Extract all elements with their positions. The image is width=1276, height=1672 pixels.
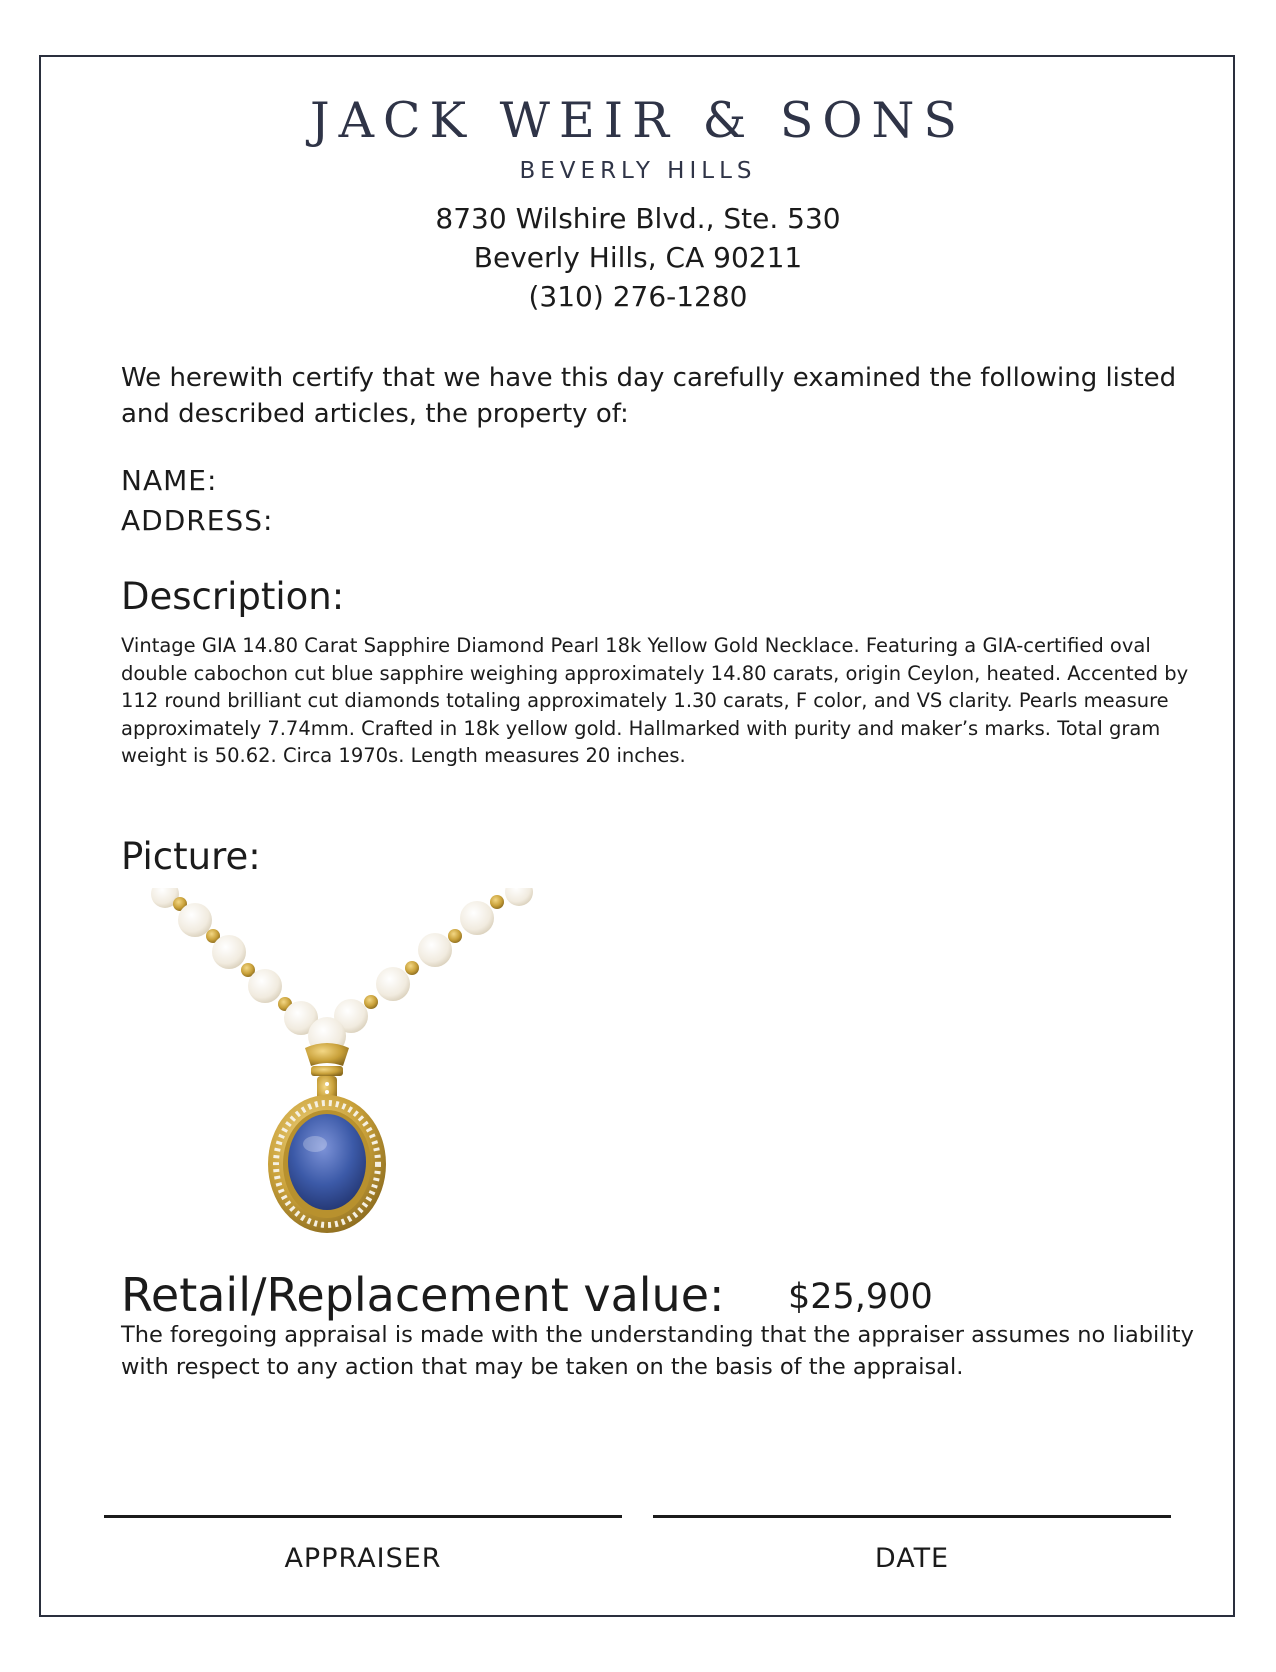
- address-label: ADDRESS:: [121, 504, 274, 537]
- retail-value-label: Retail/Replacement value:: [121, 1268, 725, 1322]
- necklace-photo: [145, 888, 540, 1233]
- date-label: DATE: [874, 1543, 950, 1574]
- address-line-2: Beverly Hills, CA 90211: [473, 241, 803, 274]
- appraiser-label: APPRAISER: [284, 1543, 442, 1574]
- retail-value-amount: $25,900: [788, 1277, 933, 1317]
- address-line-1: 8730 Wilshire Blvd., Ste. 530: [435, 202, 841, 235]
- company-city: BEVERLY HILLS: [519, 158, 757, 184]
- appraiser-signature-line: [104, 1515, 622, 1518]
- phone-number: (310) 276-1280: [528, 280, 748, 313]
- certification-statement: We herewith certify that we have this day carefully examined the following listed and described articles, the property of:: [121, 363, 1177, 429]
- date-signature-line: [653, 1515, 1171, 1518]
- disclaimer-text: The foregoing appraisal is made with the understanding that the appraiser assumes no liability with respect to any action that may be taken on the basis of the appraisal.: [121, 1322, 1194, 1380]
- description-heading: Description:: [121, 575, 345, 618]
- company-name: JACK WEIR & SONS: [309, 92, 967, 149]
- picture-heading: Picture:: [121, 835, 261, 878]
- necklace-image: [145, 888, 540, 1233]
- name-label: NAME:: [121, 464, 218, 497]
- description-text: Vintage GIA 14.80 Carat Sapphire Diamond Pearl 18k Yellow Gold Necklace. Featuring a GIA-certified oval double cabochon cut blue sapphire weighing approximately 14.80 carats, origin Ceylon, heated. Accented by 112 round brilliant cut diamonds totaling approximately 1.30 carats, F color, and VS clarity. Pearls measure approximately 7.74mm. Crafted in 18k yellow gold. Hallmarked with purity and maker’s marks. Total gram weight is 50.62. Circa 1970s. Length measures 20 inches.: [121, 634, 1189, 767]
